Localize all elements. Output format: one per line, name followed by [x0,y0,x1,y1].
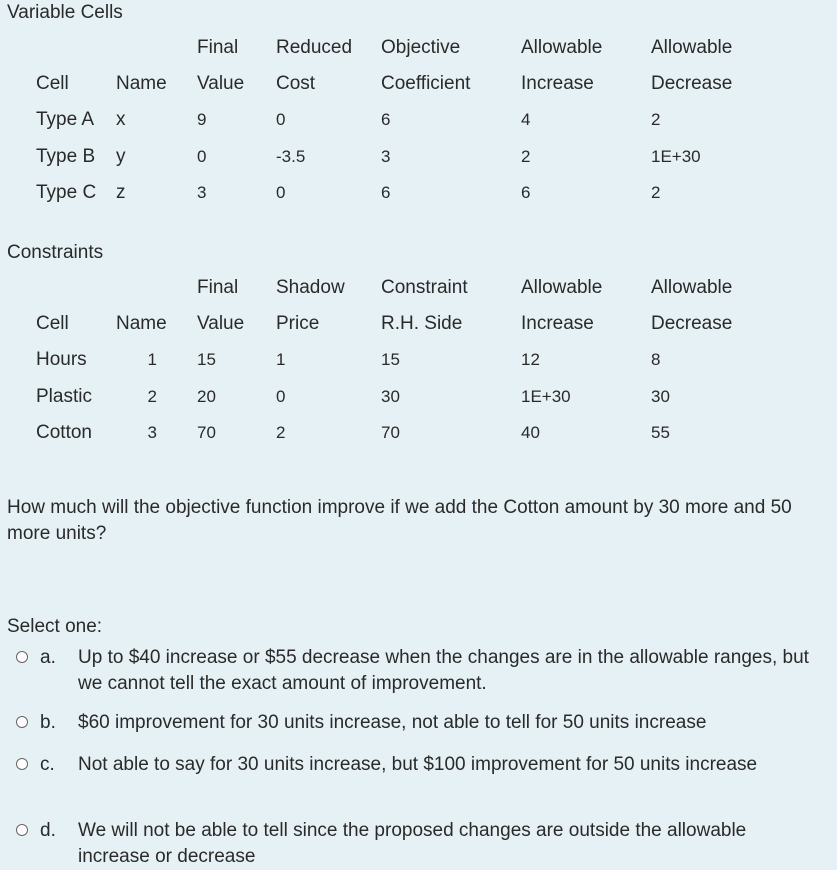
question-text: How much will the objective function improve if we add the Cotton amount by 30 more and 50 more units? [7,497,792,544]
var-cell-r0-c0: Type A [36,109,95,130]
var-header-bottom-c4: Coefficient [381,73,471,94]
con-cell-r1-c6: 30 [651,387,670,406]
option-a-letter: a. [40,647,56,668]
con-cell-r2-c5: 40 [521,423,540,442]
var-header-bottom-c6: Decrease [651,73,733,94]
con-cell-r2-c0: Cotton [36,422,92,443]
var-header-bottom-c2: Value [197,73,245,94]
var-cell-r2-c6: 2 [651,183,661,202]
var-header-bottom-c1: Name [116,73,167,94]
con-cell-r0-c1: 1 [147,350,157,369]
con-header-bottom-c1: Name [116,313,167,334]
var-cell-r0-c6: 2 [651,110,661,129]
con-cell-r0-c4: 15 [381,350,400,369]
var-header-top-c2: Final [197,37,239,58]
option-d[interactable] [16,818,831,870]
var-cell-r2-c4: 6 [381,183,391,202]
var-cell-r1-c6: 1E+30 [651,147,701,166]
var-header-top-c6: Allowable [651,37,733,58]
var-cell-r1-c3: -3.5 [276,147,306,166]
con-cell-r1-c4: 30 [381,387,400,406]
var-cell-r0-c3: 0 [276,110,286,129]
option-b-letter: b. [40,712,56,733]
var-cell-r2-c1: z [116,182,126,203]
var-cell-r1-c1: y [116,146,126,167]
con-header-bottom-c2: Value [197,313,245,334]
option-b[interactable] [16,710,831,738]
var-cell-r0-c4: 6 [381,110,391,129]
con-header-top-c6: Allowable [651,277,733,298]
con-cell-r1-c5: 1E+30 [521,387,571,406]
con-header-top-c2: Final [197,277,239,298]
con-header-top-c4: Constraint [381,277,468,298]
con-cell-r1-c1: 2 [147,387,157,406]
var-header-top-c5: Allowable [521,37,603,58]
var-cell-r2-c0: Type C [36,182,97,203]
con-cell-r2-c3: 2 [276,423,286,442]
option-d-letter: d. [40,820,56,841]
con-header-bottom-c4: R.H. Side [381,313,463,334]
radio-button-a[interactable] [16,651,28,663]
option-d-text: We will not be able to tell since the proposed changes are outside the allowable increase or decrease [78,820,747,867]
con-header-top-c3: Shadow [276,277,345,298]
var-cell-r1-c0: Type B [36,146,96,167]
con-cell-r0-c0: Hours [36,349,87,370]
var-header-bottom-c5: Increase [521,73,594,94]
con-cell-r0-c2: 15 [197,350,216,369]
con-header-bottom-c0: Cell [36,313,69,334]
option-a[interactable] [16,645,831,699]
var-header-bottom-c3: Cost [276,73,316,94]
con-cell-r1-c0: Plastic [36,386,92,407]
var-header-top-c3: Reduced [276,37,353,58]
var-cell-r1-c2: 0 [197,147,207,166]
var-cell-r0-c5: 4 [521,110,531,129]
option-c[interactable] [16,752,831,806]
con-header-bottom-c3: Price [276,313,320,334]
con-header-bottom-c5: Increase [521,313,594,334]
var-header-top-c4: Objective [381,37,461,58]
con-cell-r0-c5: 12 [521,350,540,369]
var-cell-r0-c1: x [116,109,126,130]
option-c-text: Not able to say for 30 units increase, but $100 improvement for 50 units increase [78,754,758,775]
option-a-text: Up to $40 increase or $55 decrease when the changes are in the allowable ranges, but we cannot tell the exact amount of improvement. [78,647,809,694]
con-cell-r2-c4: 70 [381,423,400,442]
con-cell-r1-c2: 20 [197,387,216,406]
con-header-bottom-c6: Decrease [651,313,733,334]
radio-button-b[interactable] [16,716,28,728]
option-c-letter: c. [40,754,55,775]
var-cell-r1-c5: 2 [521,147,531,166]
option-b-text: $60 improvement for 30 units increase, not able to tell for 50 units increase [78,712,707,733]
con-cell-r2-c6: 55 [651,423,670,442]
constraints-heading: Constraints [7,242,104,263]
var-cell-r2-c2: 3 [197,183,207,202]
con-cell-r2-c1: 3 [147,423,157,442]
con-cell-r0-c6: 8 [651,350,661,369]
select-one-label: Select one: [7,616,103,637]
var-cell-r0-c2: 9 [197,110,207,129]
radio-button-c[interactable] [16,758,28,770]
var-cell-r2-c5: 6 [521,183,531,202]
var-cell-r1-c4: 3 [381,147,391,166]
var-cell-r2-c3: 0 [276,183,286,202]
var-header-bottom-c0: Cell [36,73,69,94]
con-cell-r2-c2: 70 [197,423,216,442]
variable-cells-heading: Variable Cells [7,2,123,23]
con-cell-r1-c3: 0 [276,387,286,406]
radio-button-d[interactable] [16,824,28,836]
con-cell-r0-c3: 1 [276,350,286,369]
con-header-top-c5: Allowable [521,277,603,298]
